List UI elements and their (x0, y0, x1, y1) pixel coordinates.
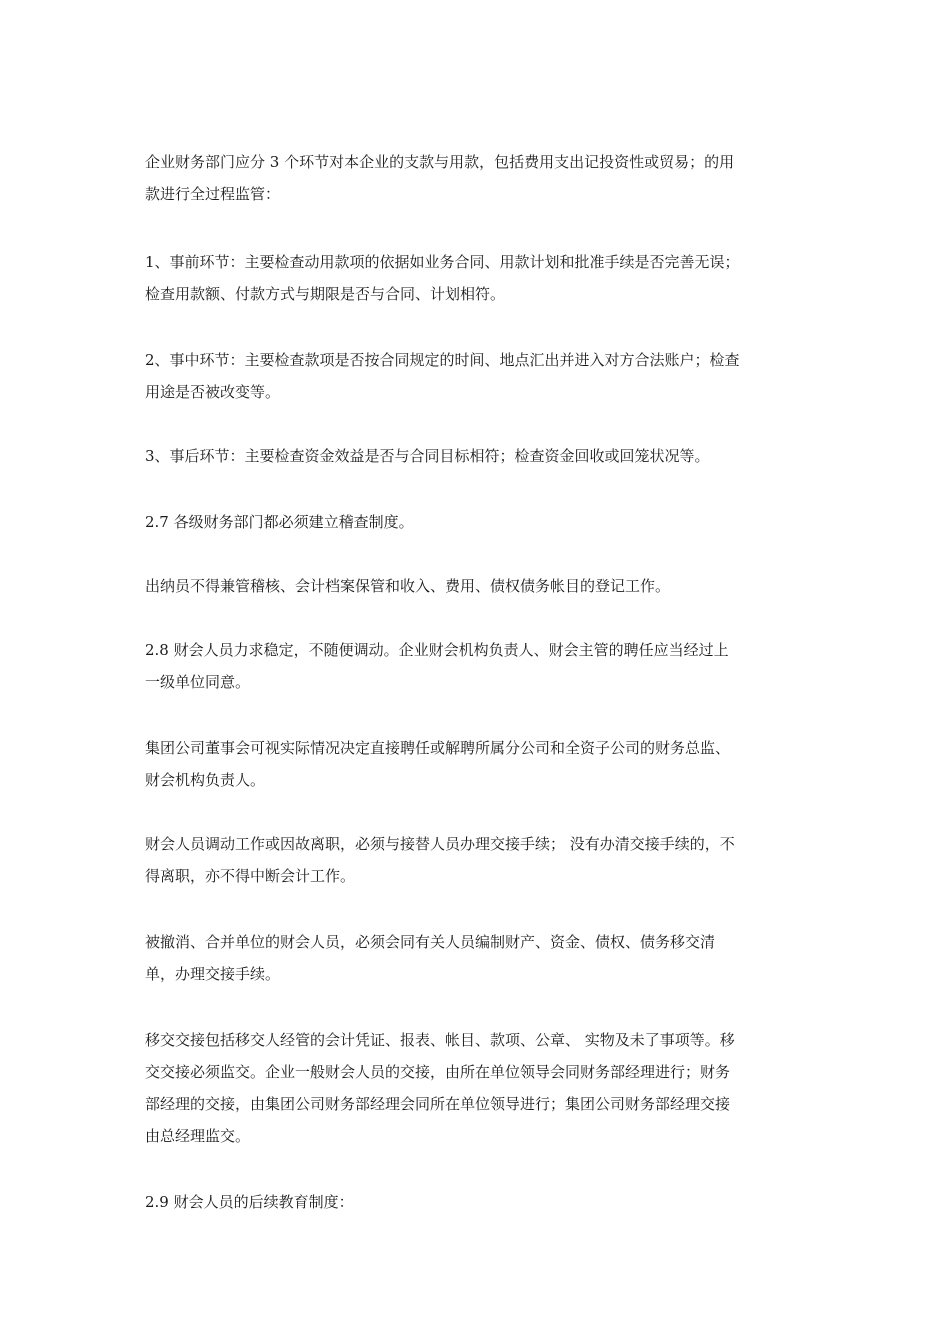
text-line: 出纳员不得兼管稽核、会计档案保管和收入、费用、债权债务帐目的登记工作。 (145, 577, 671, 595)
paragraph-post-stage (145, 440, 813, 472)
paragraph-section-2-9 (145, 1186, 813, 1218)
text-line: 由总经理监交。 (145, 1127, 251, 1145)
paragraph-section-2-8 (145, 634, 813, 698)
text-line: 财会机构负责人。 (145, 771, 266, 789)
text-line: 被撤消、合并单位的财会人员，必须会同有关人员编制财产、资金、债权、债务移交清 (145, 933, 716, 951)
text-line: 一级单位同意。 (145, 673, 251, 691)
text-line: 款进行全过程监管： (145, 185, 281, 203)
paragraph-pre-stage (145, 246, 813, 310)
paragraph-handover-on-transfer (145, 828, 813, 892)
text-line: 集团公司董事会可视实际情况决定直接聘任或解聘所属分公司和全资子公司的财务总监、 (145, 739, 731, 757)
text-line: 2.9 财会人员的后续教育制度： (145, 1193, 354, 1211)
text-line: 3、事后环节：主要检查资金效益是否与合同目标相符；检查资金回收或回笼状况等。 (145, 447, 710, 465)
paragraph-cashier-rule (145, 570, 813, 602)
text-line: 交交接必须监交。企业一般财会人员的交接，由所在单位领导会同财务部经理进行；财务 (145, 1063, 731, 1081)
text-line: 2.7 各级财务部门都必须建立稽查制度。 (145, 513, 414, 531)
text-line: 得离职，亦不得中断会计工作。 (145, 867, 356, 885)
paragraph-handover-scope (145, 1024, 813, 1152)
paragraph-mid-stage (145, 344, 813, 408)
text-line: 部经理的交接，由集团公司财务部经理会同所在单位领导进行；集团公司财务部经理交接 (145, 1095, 731, 1113)
paragraph-merged-units (145, 926, 813, 990)
paragraph-supervision-intro (145, 146, 813, 210)
paragraph-section-2-7 (145, 506, 813, 538)
text-line: 1、事前环节：主要检查动用款项的依据如业务合同、用款计划和批准手续是否完善无误； (145, 253, 740, 271)
text-line: 移交交接包括移交人经管的会计凭证、报表、帐目、款项、公章、 实物及未了事项等。移 (145, 1031, 735, 1049)
text-line: 检查用款额、付款方式与期限是否与合同、计划相符。 (145, 285, 506, 303)
text-line: 财会人员调动工作或因故离职，必须与接替人员办理交接手续； 没有办清交接手续的，不 (145, 835, 735, 853)
text-line: 单，办理交接手续。 (145, 965, 281, 983)
text-line: 用途是否被改变等。 (145, 383, 281, 401)
text-line: 企业财务部门应分 3 个环节对本企业的支款与用款，包括费用支出记投资性或贸易；的用 (145, 153, 735, 171)
text-line: 2、事中环节：主要检查款项是否按合同规定的时间、地点汇出并进入对方合法账户；检查 (145, 351, 740, 369)
text-line: 2.8 财会人员力求稳定，不随便调动。企业财会机构负责人、财会主管的聘任应当经过上 (145, 641, 729, 659)
paragraph-board-appointment (145, 732, 813, 796)
